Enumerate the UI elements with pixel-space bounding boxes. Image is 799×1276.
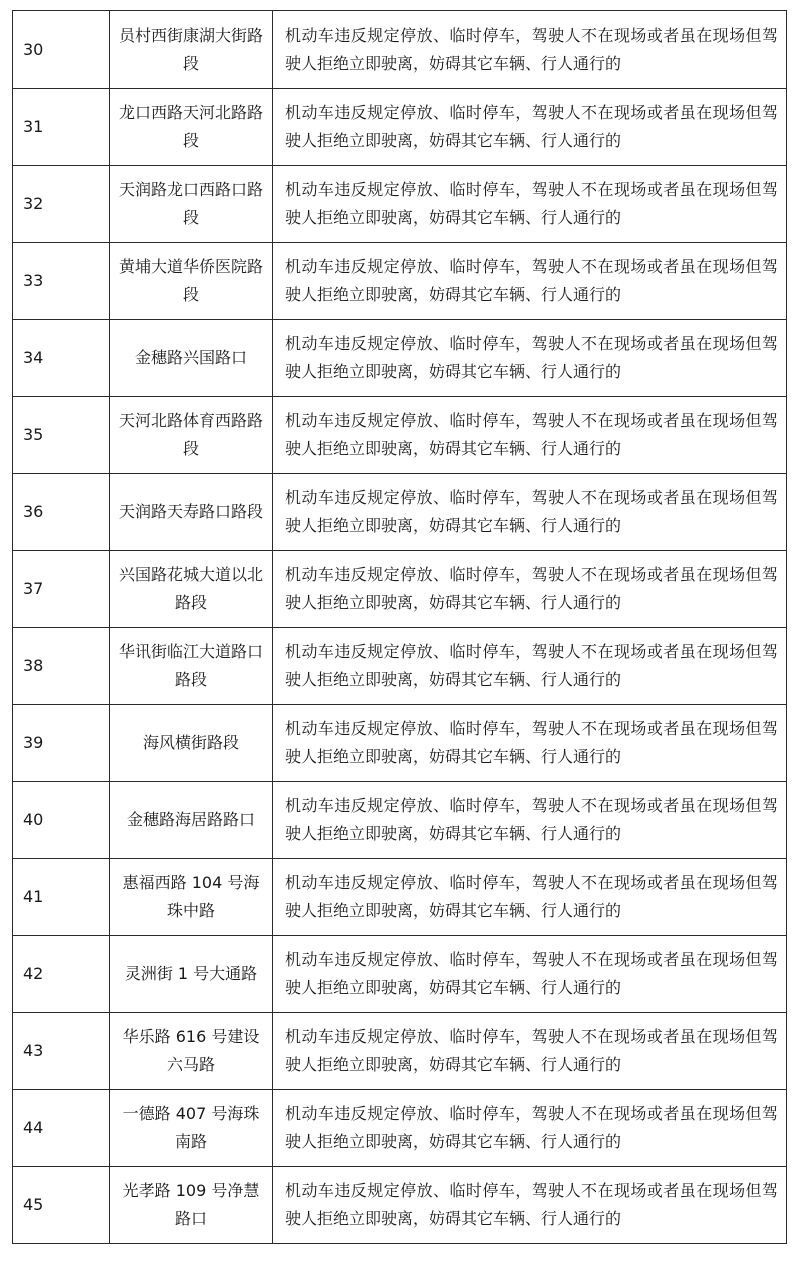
row-number: 30 xyxy=(13,11,110,88)
violation-description-text: 机动车违反规定停放、临时停车，驾驶人不在现场或者虽在现场但驾驶人拒绝立即驶离，妨碍其它车辆、行人通行的 xyxy=(285,565,778,612)
table-row xyxy=(13,1167,787,1244)
location-cell xyxy=(110,397,273,473)
violation-description-cell xyxy=(273,936,787,1012)
table-row xyxy=(13,243,787,320)
location-cell xyxy=(110,1090,273,1166)
violation-description-text: 机动车违反规定停放、临时停车，驾驶人不在现场或者虽在现场但驾驶人拒绝立即驶离，妨碍其它车辆、行人通行的 xyxy=(285,411,778,458)
location-text: 龙口西路天河北路路段 xyxy=(118,103,263,150)
table-row xyxy=(13,782,787,859)
location-cell xyxy=(110,859,273,935)
location-cell xyxy=(110,782,273,858)
location-cell xyxy=(110,166,273,242)
row-number: 37 xyxy=(13,551,110,627)
violation-description-text: 机动车违反规定停放、临时停车，驾驶人不在现场或者虽在现场但驾驶人拒绝立即驶离，妨碍其它车辆、行人通行的 xyxy=(285,1104,778,1151)
violation-description-cell xyxy=(273,705,787,781)
location-cell xyxy=(110,11,273,88)
violation-description-cell xyxy=(273,243,787,319)
location-text: 华讯街临江大道路口路段 xyxy=(118,642,263,689)
row-number: 44 xyxy=(13,1090,110,1166)
violation-description-cell xyxy=(273,320,787,396)
location-text: 惠福西路 104 号海珠中路 xyxy=(122,873,260,920)
row-number: 31 xyxy=(13,89,110,165)
violation-description-cell xyxy=(273,474,787,550)
table-row xyxy=(13,89,787,166)
violation-table xyxy=(12,10,787,1244)
violation-description-cell xyxy=(273,397,787,473)
table-row xyxy=(13,397,787,474)
location-text: 金穗路兴国路口 xyxy=(134,348,247,367)
table-row xyxy=(13,11,787,89)
table-row xyxy=(13,320,787,397)
table-row xyxy=(13,166,787,243)
row-number: 40 xyxy=(13,782,110,858)
violation-description-text: 机动车违反规定停放、临时停车，驾驶人不在现场或者虽在现场但驾驶人拒绝立即驶离，妨碍其它车辆、行人通行的 xyxy=(285,719,778,766)
table-row xyxy=(13,551,787,628)
violation-description-cell xyxy=(273,628,787,704)
location-cell xyxy=(110,474,273,550)
table-row xyxy=(13,936,787,1013)
table-row xyxy=(13,474,787,551)
violation-description-cell xyxy=(273,782,787,858)
violation-description-cell xyxy=(273,166,787,242)
location-text: 天河北路体育西路路段 xyxy=(118,411,263,458)
location-cell xyxy=(110,320,273,396)
violation-description-text: 机动车违反规定停放、临时停车，驾驶人不在现场或者虽在现场但驾驶人拒绝立即驶离，妨碍其它车辆、行人通行的 xyxy=(285,1027,778,1074)
row-number: 36 xyxy=(13,474,110,550)
violation-description-cell xyxy=(273,1013,787,1089)
table-row xyxy=(13,628,787,705)
violation-description-text: 机动车违反规定停放、临时停车，驾驶人不在现场或者虽在现场但驾驶人拒绝立即驶离，妨碍其它车辆、行人通行的 xyxy=(285,257,778,304)
violation-description-cell xyxy=(273,1167,787,1243)
location-cell xyxy=(110,1167,273,1243)
location-text: 黄埔大道华侨医院路段 xyxy=(118,257,263,304)
table-row xyxy=(13,1013,787,1090)
violation-description-cell xyxy=(273,89,787,165)
location-cell xyxy=(110,705,273,781)
violation-description-cell xyxy=(273,551,787,627)
location-cell xyxy=(110,89,273,165)
table-row xyxy=(13,1090,787,1167)
row-number: 35 xyxy=(13,397,110,473)
location-cell xyxy=(110,936,273,1012)
location-text: 光孝路 109 号净慧路口 xyxy=(122,1181,260,1228)
location-text: 灵洲街 1 号大通路 xyxy=(124,964,258,983)
location-text: 天润路天寿路口路段 xyxy=(118,502,263,521)
violation-description-text: 机动车违反规定停放、临时停车，驾驶人不在现场或者虽在现场但驾驶人拒绝立即驶离，妨碍其它车辆、行人通行的 xyxy=(285,873,778,920)
location-text: 海风横街路段 xyxy=(142,733,239,752)
location-cell xyxy=(110,551,273,627)
row-number: 41 xyxy=(13,859,110,935)
row-number: 45 xyxy=(13,1167,110,1243)
row-number: 34 xyxy=(13,320,110,396)
location-text: 华乐路 616 号建设六马路 xyxy=(122,1027,260,1074)
row-number: 43 xyxy=(13,1013,110,1089)
row-number: 33 xyxy=(13,243,110,319)
location-text: 金穗路海居路路口 xyxy=(126,810,255,829)
location-text: 兴国路花城大道以北路段 xyxy=(118,565,263,612)
row-number: 32 xyxy=(13,166,110,242)
location-cell xyxy=(110,1013,273,1089)
row-number: 42 xyxy=(13,936,110,1012)
location-text: 员村西街康湖大街路段 xyxy=(118,25,263,73)
location-cell xyxy=(110,243,273,319)
table-row xyxy=(13,705,787,782)
row-number: 38 xyxy=(13,628,110,704)
location-cell xyxy=(110,628,273,704)
violation-description-text: 机动车违反规定停放、临时停车，驾驶人不在现场或者虽在现场但驾驶人拒绝立即驶离，妨碍其它车辆、行人通行的 xyxy=(285,25,778,73)
violation-description-text: 机动车违反规定停放、临时停车，驾驶人不在现场或者虽在现场但驾驶人拒绝立即驶离，妨碍其它车辆、行人通行的 xyxy=(285,950,778,997)
violation-description-text: 机动车违反规定停放、临时停车，驾驶人不在现场或者虽在现场但驾驶人拒绝立即驶离，妨碍其它车辆、行人通行的 xyxy=(285,642,778,689)
table-row xyxy=(13,859,787,936)
violation-description-cell xyxy=(273,859,787,935)
violation-description-text: 机动车违反规定停放、临时停车，驾驶人不在现场或者虽在现场但驾驶人拒绝立即驶离，妨碍其它车辆、行人通行的 xyxy=(285,180,778,227)
violation-description-text: 机动车违反规定停放、临时停车，驾驶人不在现场或者虽在现场但驾驶人拒绝立即驶离，妨碍其它车辆、行人通行的 xyxy=(285,1181,778,1228)
row-number: 39 xyxy=(13,705,110,781)
location-text: 天润路龙口西路口路段 xyxy=(118,180,263,227)
violation-description-text: 机动车违反规定停放、临时停车，驾驶人不在现场或者虽在现场但驾驶人拒绝立即驶离，妨碍其它车辆、行人通行的 xyxy=(285,334,778,381)
location-text: 一德路 407 号海珠南路 xyxy=(122,1104,260,1151)
violation-description-cell xyxy=(273,1090,787,1166)
violation-description-text: 机动车违反规定停放、临时停车，驾驶人不在现场或者虽在现场但驾驶人拒绝立即驶离，妨碍其它车辆、行人通行的 xyxy=(285,488,778,535)
violation-description-text: 机动车违反规定停放、临时停车，驾驶人不在现场或者虽在现场但驾驶人拒绝立即驶离，妨碍其它车辆、行人通行的 xyxy=(285,103,778,150)
violation-description-cell xyxy=(273,11,787,88)
violation-description-text: 机动车违反规定停放、临时停车，驾驶人不在现场或者虽在现场但驾驶人拒绝立即驶离，妨碍其它车辆、行人通行的 xyxy=(285,796,778,843)
